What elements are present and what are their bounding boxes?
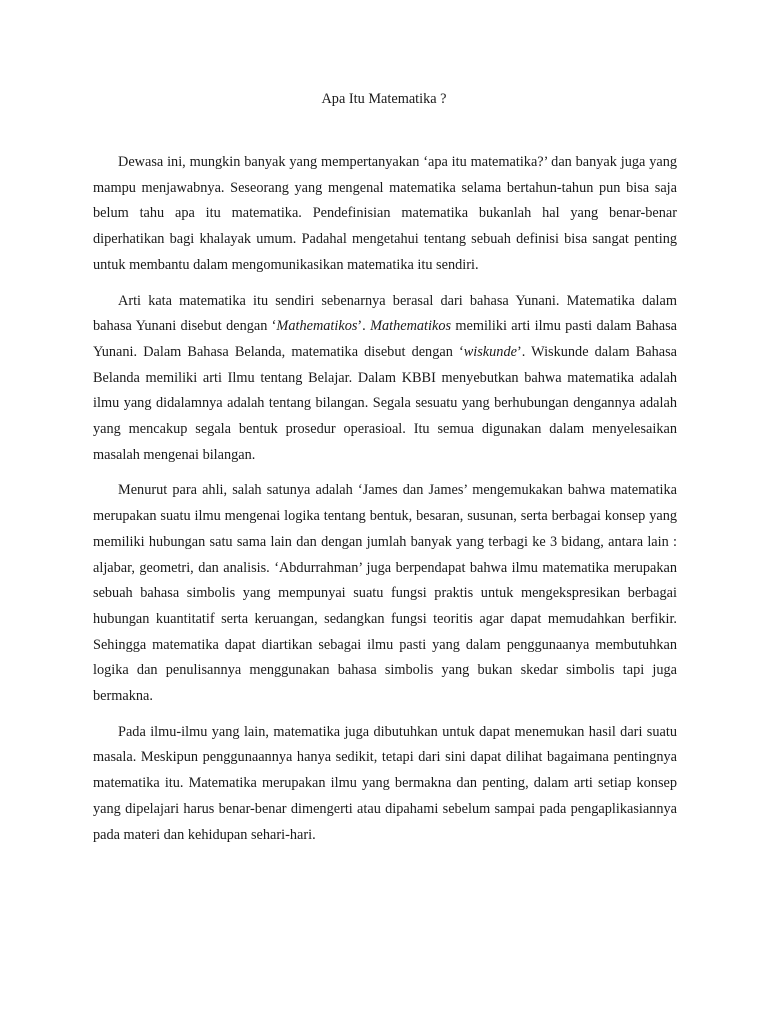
paragraph-text: ’. Wiskunde dalam Bahasa Belanda memiliki arti Ilmu tentang Belajar. Dalam KBBI menyebutkan bahwa matematika adalah ilmu yang didalamnya adalah tentang bilangan. Segala sesuatu yang berhubungan dengannya adalah yang mencakup segala bentuk prosedur operasioal. Itu semua digunakan dalam menyelesaikan masalah mengenai bilangan.	[93, 343, 677, 463]
document-body	[93, 150, 677, 858]
document-title: Apa Itu Matematika ?	[321, 91, 447, 107]
italic-term: Mathematikos	[276, 318, 358, 335]
paragraph-1	[93, 150, 677, 279]
paragraph-text: memiliki arti ilmu pasti dalam Bahasa Yunani. Dalam Bahasa Belanda, matematika disebut dengan ‘	[93, 318, 677, 360]
paragraph-text: Pada ilmu-ilmu yang lain, matematika juga dibutuhkan untuk dapat menemukan hasil dari suatu masala. Meskipun penggunaannya hanya sedikit, tetapi dari sini dapat dilihat bagaimana pentingnya matematika itu. Matematika merupakan ilmu yang bermakna dan penting, dalam arti setiap konsep yang dipelajari harus benar-benar dimengerti atau dipahami sebelum sampai pada pengaplikasiannya pada materi dan kehidupan sehari-hari.	[93, 723, 677, 843]
paragraph-4	[93, 720, 677, 849]
paragraph-text: Dewasa ini, mungkin banyak yang mempertanyakan ‘apa itu matematika?’ dan banyak juga yang mampu menjawabnya. Seseorang yang mengenal matematika selama bertahun-tahun pun bisa saja belum tahu apa itu matematika. Pendefinisian matematika bukanlah hal yang benar-benar diperhatikan bagi khalayak umum. Padahal mengetahui tentang sebuah definisi bisa sangat penting untuk membantu dalam mengomunikasikan matematika itu sendiri.	[93, 154, 677, 273]
italic-term: wiskunde	[463, 343, 517, 360]
italic-term: Mathematikos	[370, 318, 452, 335]
paragraph-3	[93, 478, 677, 709]
paragraph-text: ’.	[357, 318, 371, 335]
paragraph-text: Arti kata matematika itu sendiri sebenarnya berasal dari bahasa Yunani. Matematika dalam bahasa Yunani disebut dengan ‘	[93, 292, 677, 335]
paragraph-text: Menurut para ahli, salah satunya adalah ‘James dan James’ mengemukakan bahwa matematika merupakan suatu ilmu mengenai logika tentang bentuk, besaran, susunan, serta berbagai konsep yang memiliki hubungan satu sama lain dan dengan jumlah banyak yang terbagi ke 3 bidang, antara lain : aljabar, geometri, dan analisis. ‘Abdurrahman’ juga berpendapat bahwa ilmu matematika merupakan sebuah bahasa simbolis yang mempunyai suatu fungsi praktis untuk mengekspresikan berbagai hubungan kuantitatif serta keruangan, sedangkan fungsi teoritis agar dapat memudahkan berfikir. Sehingga matematika dapat diartikan sebagai ilmu pasti yang dalam penggunaanya membutuhkan logika dan penulisannya menggunakan bahasa simbolis yang bukan skedar simbolis tapi juga bermakna.	[93, 482, 677, 705]
paragraph-2	[93, 289, 677, 469]
